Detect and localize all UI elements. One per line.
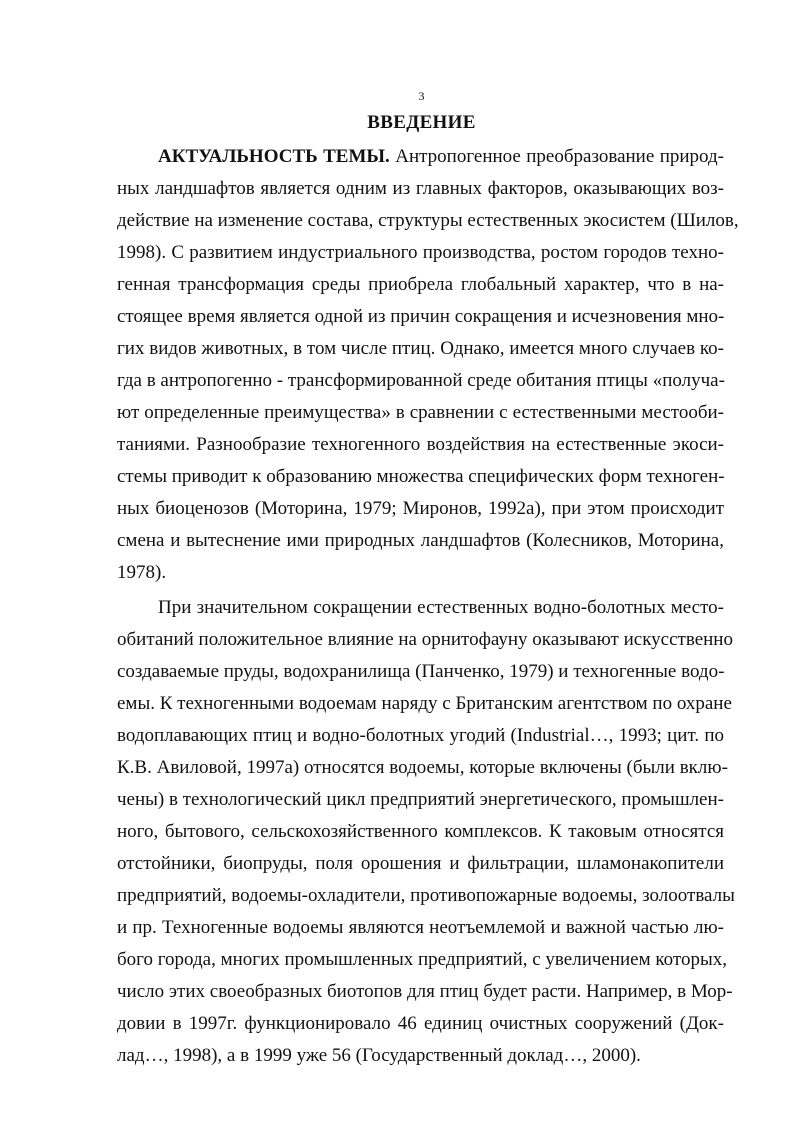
text-line: емы. К техногенными водоемам наряду с Британским агентством по охране [117,693,732,714]
text-line: отстойники, биопруды, поля орошения и фильтрации, шламонакопители [117,853,724,874]
text-line: При значительном сокращении естественных водно-болотных место- [158,597,724,618]
text-line [158,145,724,169]
text-line: создаваемые пруды, водохранилища (Панченко, 1979) и техногенные водо- [117,661,725,682]
text-line: К.В. Авиловой, 1997а) относятся водоемы, которые включены (были вклю- [117,757,728,778]
text-line: водоплавающих птиц и водно-болотных угодий (Industrial…, 1993; цит. по [117,725,724,746]
text-line: ного, бытового, сельскохозяйственного комплексов. К таковым относятся [117,821,724,842]
text-span: Антропогенное преобразование природ- [389,146,725,167]
page-number: 3 [418,89,425,103]
text-line: ных ландшафтов является одним из главных факторов, оказывающих воз- [117,178,724,199]
text-line: 1998). С развитием индустриального производства, ростом городов техно- [117,242,724,263]
text-line: бого города, многих промышленных предприятий, с увеличением которых, [117,949,727,970]
text-line: довии в 1997г. функционировало 46 единиц очистных сооружений (Док- [117,1013,724,1034]
text-line: 1978). [117,562,167,583]
text-line: чены) в технологический цикл предприятий энергетического, промышлен- [117,789,724,810]
page-title: ВВЕДЕНИЕ [367,112,476,133]
text-line: ных биоценозов (Моторина, 1979; Миронов, 1992а), при этом происходит [117,498,724,519]
text-line: действие на изменение состава, структуры естественных экосистем (Шилов, [117,210,739,231]
text-line: смена и вытеснение ими природных ландшафтов (Колесников, Моторина, [117,530,724,551]
text-line: стемы приводит к образованию множества специфических форм техноген- [117,466,725,487]
text-line: таниями. Разнообразие техногенного воздействия на естественные экоси- [117,434,724,455]
text-line: и пр. Техногенные водоемы являются неотъемлемой и важной частью лю- [117,917,724,938]
text-line: ют определенные преимущества» в сравнении с естественными местооби- [117,402,724,423]
text-line: число этих своеобразных биотопов для птиц будет расти. Например, в Мор- [117,981,733,1002]
text-line: гда в антропогенно - трансформированной среде обитания птицы «получа- [117,370,725,391]
text-line: предприятий, водоемы-охладители, противопожарные водоемы, золоотвалы [117,885,735,906]
text-line: генная трансформация среды приобрела глобальный характер, что в на- [117,274,724,295]
text-line: стоящее время является одной из причин сокращения и исчезновения мно- [117,306,725,327]
text-line: гих видов животных, в том числе птиц. Однако, имеется много случаев ко- [117,338,724,359]
section-heading: АКТУАЛЬНОСТЬ ТЕМЫ. [158,146,390,167]
text-line: лад…, 1998), а в 1999 уже 56 (Государственный доклад…, 2000). [117,1045,641,1066]
text-line: обитаний положительное влияние на орнитофауну оказывают искусственно [117,629,733,650]
